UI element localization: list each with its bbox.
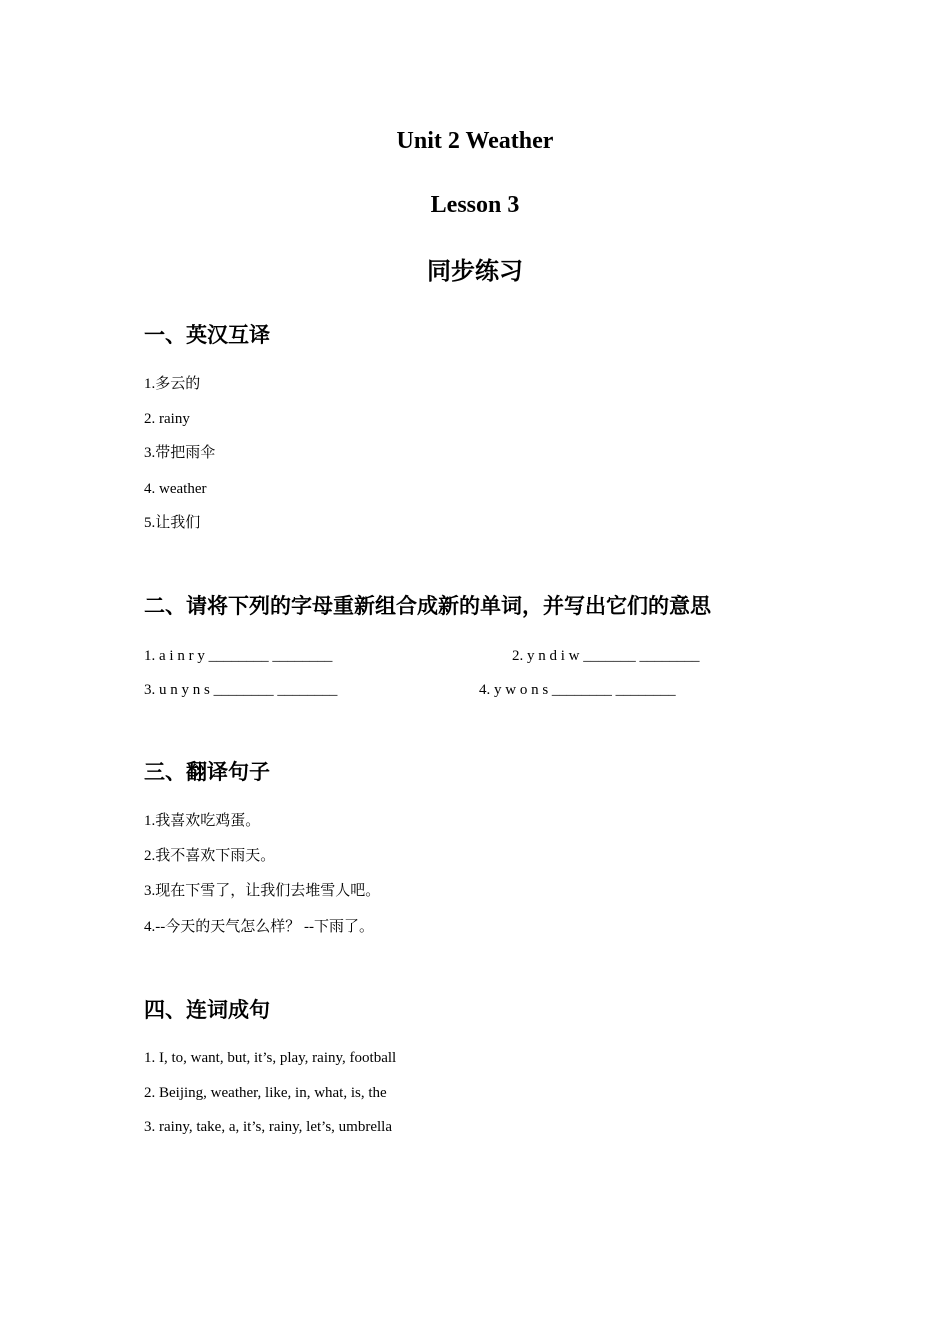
section-2-item-3: 3. u n y n s ________ ________ xyxy=(144,682,338,698)
unit-title: Unit 2 Weather xyxy=(396,128,554,154)
section-1-item-1: 1.多云的 xyxy=(144,376,201,392)
section-1-item-4: 4. weather xyxy=(144,481,207,497)
section-2-item-1: 1. a i n r y ________ ________ xyxy=(144,648,333,664)
section-2-heading: 二、请将下列的字母重新组合成新的单词，并写出它们的意思 xyxy=(144,594,711,618)
lesson-title: Lesson 3 xyxy=(430,192,520,218)
section-2-item-4: 4. y w o n s ________ ________ xyxy=(479,682,676,698)
section-1-item-2: 2. rainy xyxy=(144,411,190,427)
section-1-item-5: 5.让我们 xyxy=(144,515,201,531)
section-1-item-3: 3.带把雨伞 xyxy=(144,445,216,461)
section-3-item-1: 1.我喜欢吃鸡蛋。 xyxy=(144,813,261,829)
page-subtitle: 同步练习 xyxy=(427,257,523,285)
section-4-item-1: 1. I, to, want, but, it’s, play, rainy, football xyxy=(144,1050,397,1066)
section-1-heading: 一、英汉互译 xyxy=(144,323,270,347)
section-3-item-3: 3.现在下雪了，让我们去堆雪人吧。 xyxy=(144,883,381,899)
section-3-heading: 三、翻译句子 xyxy=(144,760,270,784)
section-4-item-3: 3. rainy, take, a, it’s, rainy, let’s, umbrella xyxy=(144,1119,392,1135)
section-3-item-2: 2.我不喜欢下雨天。 xyxy=(144,848,276,864)
section-2-item-2: 2. y n d i w _______ ________ xyxy=(512,648,700,664)
section-4-item-2: 2. Beijing, weather, like, in, what, is, the xyxy=(144,1085,387,1101)
section-4-heading: 四、连词成句 xyxy=(144,998,270,1022)
section-3-item-4: 4.--今天的天气怎么样？ --下雨了。 xyxy=(144,919,374,935)
